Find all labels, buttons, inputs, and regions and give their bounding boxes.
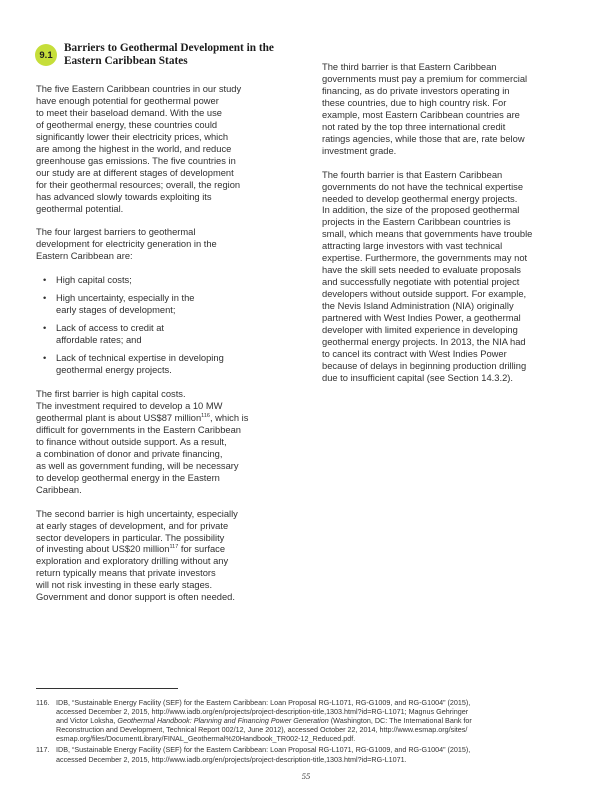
list-item: • Lack of access to credit at affordable rates; and <box>43 323 165 346</box>
second-barrier-paragraph: The second barrier is high uncertainty, especially at early stages of development, and for private sector developers in particular. The possibility of investing about US$20 million$^{117}$ for surface exploration and exploratory drilling without any return typically means that private investors will not risk investing in these early stages. Government and donor support is often needed. <box>36 508 238 603</box>
page-number: 55 <box>301 771 311 781</box>
right-column <box>322 62 578 397</box>
list-item: • High uncertainty, especially in the early stages of development; <box>43 293 195 316</box>
left-column <box>36 42 290 616</box>
footnote-divider <box>36 688 178 689</box>
section-title: Barriers to Geothermal Development in the Eastern Caribbean States <box>64 42 274 67</box>
list-item: • Lack of technical expertise in developing geothermal energy projects. <box>43 353 224 376</box>
footnote-ref-117[interactable]: 117 <box>169 544 179 551</box>
footnotes <box>36 698 576 766</box>
fourth-barrier-paragraph: The fourth barrier is that Eastern Caribbean governments do not have the technical expertise needed to develop geothermal energy projects. In addition, the size of the proposed geothermal projects in the Eastern Caribbean countries is small, which means that governments have trouble attracting large investors with vast technical expertise. Furthermore, the governments may not have the skill sets needed to evaluate proposals and successfully negotiate with potential project developers without outside support. For example, the Nevis Island Administration (NIA) originally partnered with West Indies Power, a geothermal developer with limited experience in developing geothermal energy projects. In 2013, the NIA had to cancel its contract with West Indies Power because of delays in beginning production drilling due to insufficient capital (see Section 14.3.2). <box>322 169 533 383</box>
section-number-badge: 9.1 <box>35 44 57 66</box>
list-item: • High capital costs; <box>43 275 132 286</box>
intro-paragraph: The five Eastern Caribbean countries in our study have enough potential for geothermal power to meet their baseload demand. With the use of geothermal energy, these countries could significantly lower their electricity prices, which are among the highest in the world, and reduce greenhouse gas emissions. The five countries in our study are at different stages of development for their geothermal resources; overall, the region has advanced slowly towards exploiting its geothermal potential. <box>36 84 242 214</box>
barriers-intro-paragraph: The four largest barriers to geothermal development for electricity generation in the Eastern Caribbean are: <box>36 227 217 262</box>
footnote-117: 117. IDB, “Sustainable Energy Facility (SEF) for the Eastern Caribbean: Loan Proposal RG-L1071, RG-G1009, and RG-G1004” (2015), accessed December 2, 2015, http://www.iadb.org/en/projects/project-description-title,1303.html?id=RG-L1071. <box>36 745 471 764</box>
footnote-ref-116[interactable]: 116 <box>201 412 210 419</box>
barriers-list <box>36 275 290 377</box>
footnote-116: 116. IDB, “Sustainable Energy Facility (SEF) for the Eastern Caribbean: Loan Proposal RG-L1071, RG-G1009, and RG-G1004” (2015), accessed December 2, 2015, http://www.iadb.org/en/projects/project-description-title,1303.html?id=RG-L1071; Magnus Gehringer and Victor Loksha, Geothermal Handbook: Planning and Financing Power Generation (Washington, DC: The International Bank for Reconstruction and Development, Technical Report 002/12, June 2012), accessed October 22, 2014, http://www.esmap.org/sites/ esmap.org/files/DocumentLibrary/FINAL_Geothermal%20Handbook_TR002-12_Reduced.pdf. <box>36 698 472 744</box>
section-heading <box>35 42 290 68</box>
first-barrier-paragraph: The first barrier is high capital costs. The investment required to develop a 10 MW geothermal plant is about US$87 million$^{116}$, which is difficult for governments in the Eastern Caribbean to finance without outside support. As a result, a combination of donor and private financing, as well as government funding, will be necessary to develop geothermal energy in the Eastern Caribbean. <box>36 389 249 495</box>
third-barrier-paragraph: The third barrier is that Eastern Caribbean governments must pay a premium for commercial financing, as do private investors operating in these countries, due to high country risk. For example, most Eastern Caribbean countries are not rated by the top three international credit ratings agencies, while those that are, rate below investment grade. <box>322 62 528 156</box>
